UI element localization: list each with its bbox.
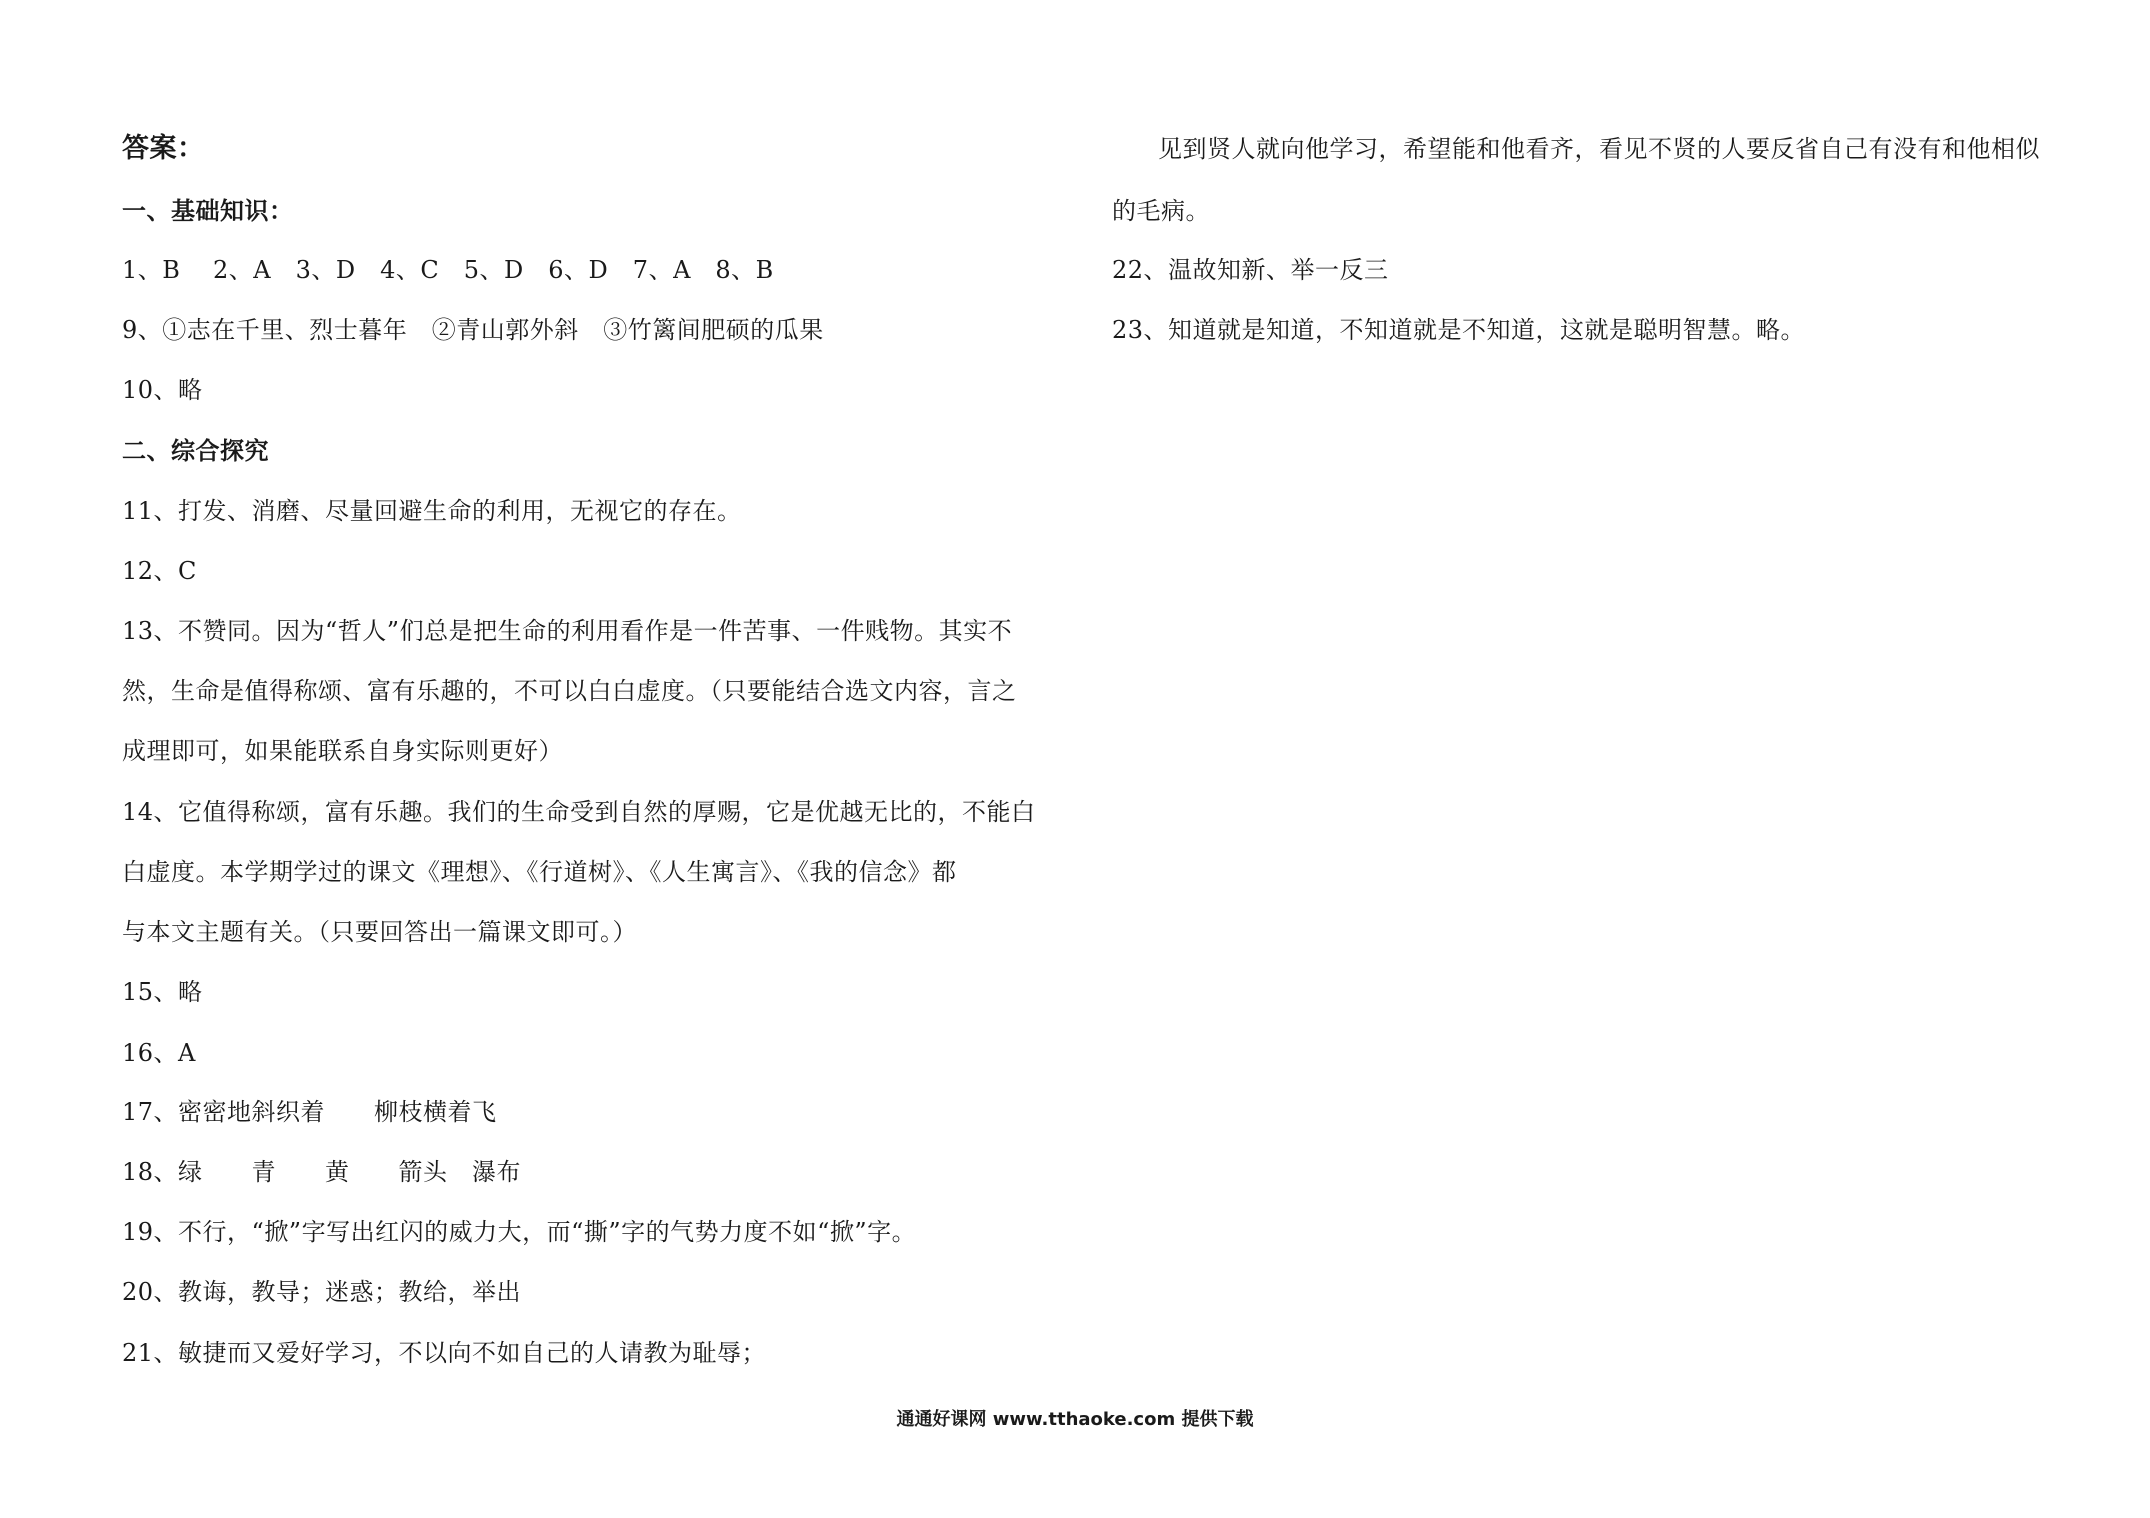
answer-23: 23、知道就是知道，不知道就是不知道，这就是聪明智慧。略。 bbox=[1112, 316, 1806, 344]
page-title: 答案： bbox=[122, 133, 205, 164]
answer-19: 19、不行，“掀”字写出红闪的威力大，而“撕”字的气势力度不如“掀”字。 bbox=[122, 1218, 917, 1246]
answer-17: 17、密密地斜织着 柳枝横着飞 bbox=[122, 1098, 497, 1126]
answer-11: 11、打发、消磨、尽量回避生命的利用，无视它的存在。 bbox=[122, 497, 742, 525]
answer-10: 10、略 bbox=[122, 376, 203, 404]
answer-22: 22、温故知新、举一反三 bbox=[1112, 256, 1389, 284]
page-footer: 通通好课网 www.tthaoke.com 提供下载 bbox=[896, 1409, 1254, 1430]
answer-1-8: 1、B 2、A 3、D 4、C 5、D 6、D 7、A 8、B bbox=[122, 256, 774, 284]
answer-16: 16、A bbox=[122, 1039, 196, 1067]
answer-14-line1: 14、它值得称颂，富有乐趣。我们的生命受到自然的厚赐，它是优越无比的，不能白 bbox=[122, 798, 1036, 826]
section-heading-inquiry: 二、综合探究 bbox=[122, 436, 269, 465]
answer-21-cont-line1: 见到贤人就向他学习，希望能和他看齐，看见不贤的人要反省自己有没有和他相似 bbox=[1158, 135, 2040, 163]
answer-21-cont-line2: 的毛病。 bbox=[1112, 197, 1210, 225]
answer-21-start: 21、敏捷而又爱好学习，不以向不如自己的人请教为耻辱； bbox=[122, 1339, 767, 1367]
answer-14-line3: 与本文主题有关。（只要回答出一篇课文即可。） bbox=[122, 918, 637, 946]
answer-13-line2: 然，生命是值得称颂、富有乐趣的，不可以白白虚度。（只要能结合选文内容，言之 bbox=[122, 677, 1017, 705]
answer-18: 18、绿 青 黄 箭头 瀑布 bbox=[122, 1158, 522, 1186]
answer-12: 12、C bbox=[122, 557, 197, 585]
answer-20: 20、教诲，教导；迷惑；教给，举出 bbox=[122, 1278, 522, 1306]
section-heading-basics: 一、基础知识： bbox=[122, 196, 294, 225]
answer-15: 15、略 bbox=[122, 978, 203, 1006]
answer-14-line2: 白虚度。本学期学过的课文《理想》、《行道树》、《人生寓言》、《我的信念》都 bbox=[122, 858, 957, 886]
answer-13-line1: 13、不赞同。因为“哲人”们总是把生命的利用看作是一件苦事、一件贱物。其实不 bbox=[122, 617, 1013, 645]
answer-13-line3: 成理即可，如果能联系自身实际则更好） bbox=[122, 737, 563, 765]
answer-9: 9、①志在千里、烈士暮年 ②青山郭外斜 ③竹篱间肥硕的瓜果 bbox=[122, 316, 824, 344]
